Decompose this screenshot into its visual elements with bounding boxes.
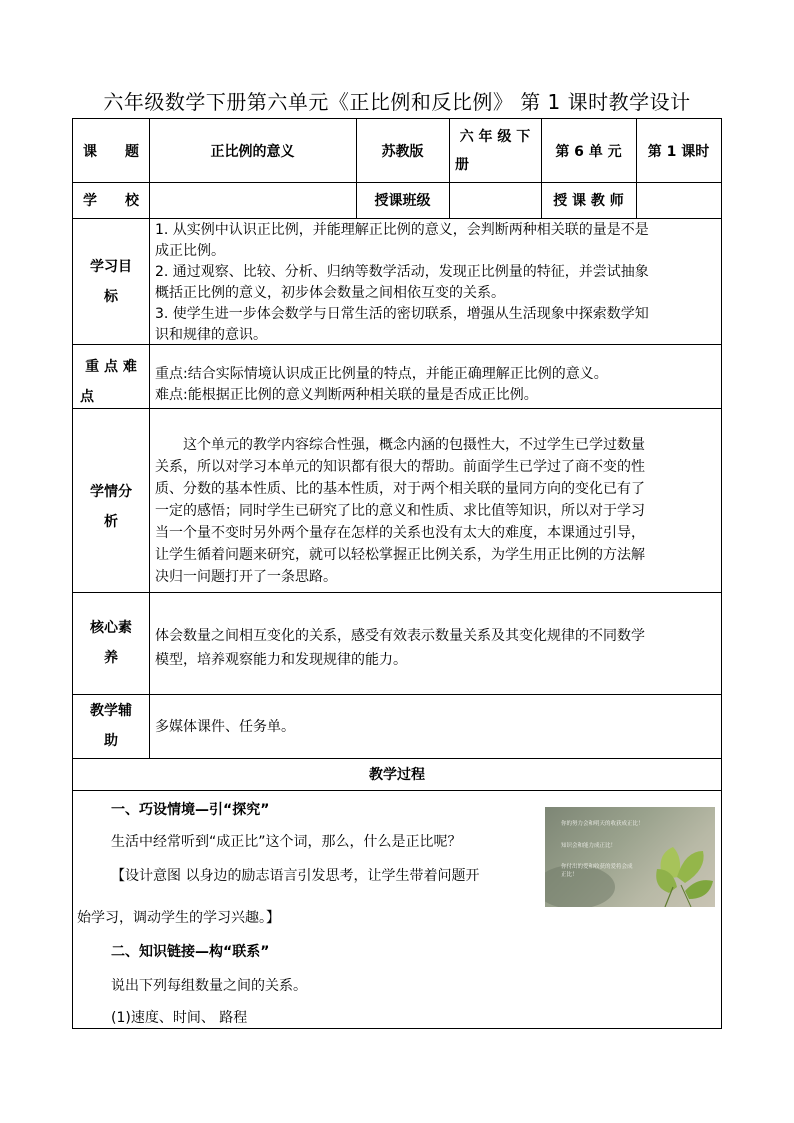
teacher-value[interactable]: [636, 182, 721, 218]
key-points-label: [73, 352, 149, 412]
analysis-label: [73, 477, 149, 537]
grade: [449, 123, 541, 179]
goals-line: 3. 使学生进一步体会数学与日常生活的密切联系，增强从生活现象中探索数学知: [155, 306, 649, 322]
topic-value: 正比例的意义: [210, 143, 295, 160]
aids-label-line1: 教学辅: [90, 703, 132, 719]
literacy-label-line2: 养: [104, 650, 118, 666]
key-points-content: [155, 364, 717, 406]
goals-label-line2: 标: [104, 289, 118, 305]
analysis-line: 一定的感悟；同时学生已研究了比的意义和性质、求比值等知识，所以对于学习: [155, 503, 645, 519]
grade-line2: 册: [455, 157, 469, 173]
key-points-label-line1: 重 点 难: [85, 359, 137, 375]
photo-text-line3: 你付出的爱和收获的爱将会成: [561, 864, 633, 870]
analysis-label-line2: 析: [104, 514, 118, 530]
goals-label: [73, 252, 149, 312]
step1-text: 生活中经常听到“成正比”这个词，那么，什么是正比呢？: [111, 834, 462, 850]
edition: 苏教版: [381, 143, 424, 160]
photo-text-line1: 你的努力会和明天的收获成正比！: [561, 821, 644, 827]
goals-line: 1. 从实例中认识正比例，并能理解正比例的意义，会判断两种相关联的量是不是: [155, 222, 649, 238]
class-label: 授课班级: [374, 193, 431, 209]
photo-text-line4: 正比！: [561, 872, 578, 878]
literacy-label: [73, 613, 149, 673]
goals-label-line1: 学习目: [90, 259, 132, 275]
analysis-line: 质、分数的基本性质、比的基本性质，对于两个相关联的量同方向的变化已有了: [155, 481, 645, 497]
step2-title: 二、知识链接—构“联系”: [111, 944, 270, 960]
aids-label-line2: 助: [104, 733, 118, 749]
topic-label: 课 题: [83, 143, 139, 160]
row-divider: [73, 592, 721, 593]
goals-line: 识和规律的意识。: [155, 327, 267, 343]
page-title: 六年级数学下册第六单元《正比例和反比例》 第 1 课时教学设计: [103, 90, 691, 114]
goals-line: 成正比例。: [155, 243, 225, 259]
goals-line: 概括正比例的意义，初步体会数量之间相依互变的关系。: [155, 285, 505, 301]
teacher-label: 授 课 教 师: [553, 193, 624, 209]
row-divider: [73, 694, 721, 695]
aids-line: 多媒体课件、任务单。: [155, 719, 295, 735]
literacy-line: 体会数量之间相互变化的关系，感受有效表示数量关系及其变化规律的不同数学: [155, 628, 645, 644]
process-heading: 教学过程: [369, 767, 425, 783]
school-label: 学 校: [83, 193, 139, 209]
analysis-label-line1: 学情分: [90, 484, 132, 500]
photo-text-line2: 知识会和能力成正比！: [561, 843, 617, 849]
grade-line1: 六 年 级 下: [459, 129, 531, 145]
analysis-line: 让学生循着问题来研究，就可以轻松掌握正比例关系，为学生用正比例的方法解: [155, 547, 645, 563]
item1-text: (1)速度、时间、 路程: [111, 1010, 248, 1026]
literacy-label-line1: 核心素: [90, 620, 132, 636]
school-value[interactable]: [149, 182, 356, 218]
row-divider: [73, 790, 721, 791]
row-divider: [73, 218, 721, 219]
lesson-number: 第 1 课时: [647, 143, 710, 160]
row-divider: [73, 408, 721, 409]
analysis-content: [155, 434, 717, 588]
analysis-line: 当一个量不变时另外两个量存在怎样的关系也没有太大的难度，本课通过引导，: [155, 525, 645, 541]
class-value[interactable]: [449, 182, 541, 218]
step1-title: 一、巧设情境—引“探究”: [111, 802, 270, 818]
key-points-label-line2: 点: [80, 389, 94, 405]
goals-line: 2. 通过观察、比较、分析、归纳等数学活动，发现正比例量的特征，并尝试抽象: [155, 264, 649, 280]
design-intent-line1: 【设计意图 以身边的励志语言引发思考，让学生带着问题开: [111, 868, 480, 884]
aids-label: [73, 696, 149, 756]
lesson-plan-table: [72, 118, 722, 1029]
analysis-line: 关系，所以对学习本单元的知识都有很大的帮助。前面学生已学过了商不变的性: [155, 459, 645, 475]
analysis-line: 这个单元的教学内容综合性强，概念内涵的包摄性大，不过学生已学过数量: [183, 437, 645, 453]
literacy-line: 模型，培养观察能力和发现规律的能力。: [155, 652, 407, 668]
goals-content: [155, 220, 717, 346]
key-point-line: 难点:能根据正比例的意义判断两种相关联的量是否成正比例。: [155, 387, 538, 403]
design-intent-line2: 始学习，调动学生的学习兴趣。】: [77, 910, 280, 926]
aids-content: [155, 717, 717, 738]
key-point-line: 重点:结合实际情境认识成正比例量的特点，并能正确理解正比例的意义。: [155, 366, 608, 382]
literacy-content: [155, 624, 717, 672]
unit: 第 6 单 元: [555, 143, 622, 160]
motivational-photo: [545, 807, 715, 907]
analysis-line: 决归一问题打开了一条思路。: [155, 569, 337, 585]
step2-text: 说出下列每组数量之间的关系。: [111, 978, 307, 994]
